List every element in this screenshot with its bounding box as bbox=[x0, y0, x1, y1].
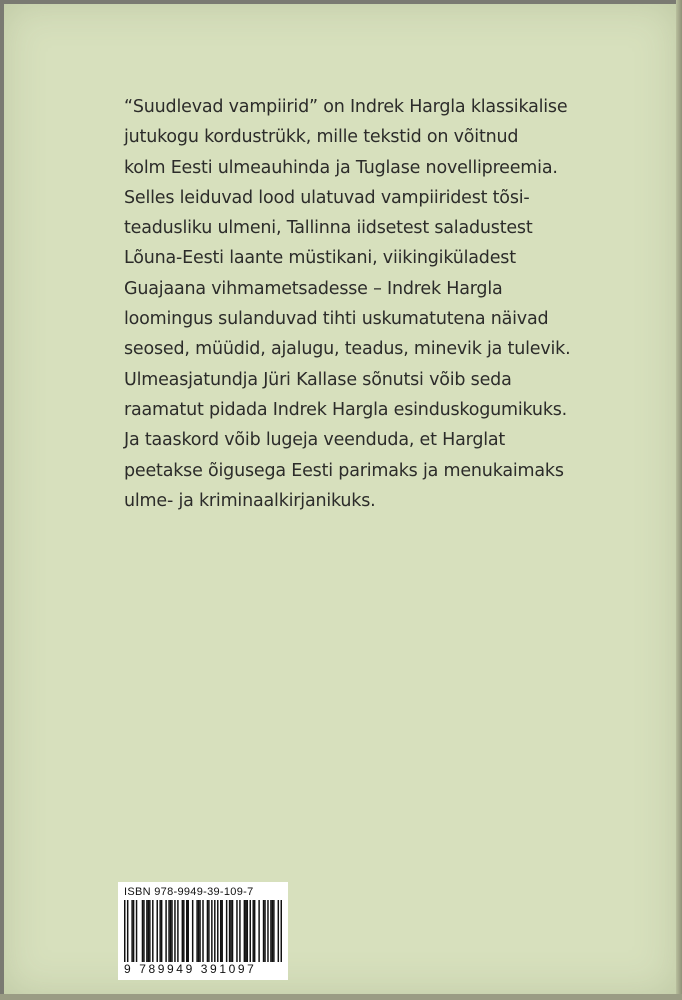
barcode-bar bbox=[196, 900, 197, 962]
barcode-bar bbox=[229, 900, 230, 962]
barcode-bar bbox=[148, 900, 149, 962]
barcode-bar bbox=[226, 900, 227, 962]
barcode-bar bbox=[168, 900, 169, 962]
blurb-line: teadusliku ulmeni, Tallinna iidsetest saladustest bbox=[124, 218, 533, 239]
blurb-text bbox=[124, 92, 644, 516]
blurb-line: kolm Eesti ulmeauhinda ja Tuglase novellipreemia. bbox=[124, 157, 558, 178]
barcode-bar bbox=[170, 900, 171, 962]
barcode-bar bbox=[124, 900, 125, 962]
blurb-line: Ulmeasjatundja Jüri Kallase sõnutsi võib seda bbox=[124, 369, 512, 390]
blurb-line: loomingus sulanduvad tihti uskumatutena näivad bbox=[124, 309, 549, 330]
barcode-digits: 9 789949 391097 bbox=[124, 962, 257, 976]
barcode-bar bbox=[270, 900, 271, 962]
blurb-line: jutukogu kordustrükk, mille tekstid on võitnud bbox=[124, 127, 519, 148]
barcode-bar bbox=[239, 900, 240, 962]
barcode-bar bbox=[177, 900, 178, 962]
barcode-bar bbox=[278, 900, 279, 962]
barcode-bar bbox=[245, 900, 246, 962]
page-edge-right bbox=[676, 0, 682, 1000]
barcode-bar bbox=[152, 900, 153, 962]
blurb-line: ulme- ja kriminaalkirjanikuks. bbox=[124, 490, 376, 511]
barcode-bar bbox=[236, 900, 237, 962]
barcode-bar bbox=[264, 900, 265, 962]
barcode-bar bbox=[202, 900, 203, 962]
barcode-bar bbox=[214, 900, 215, 962]
blurb-line: peetakse õigusega Eesti parimaks ja menukaimaks bbox=[124, 460, 564, 481]
isbn-label: ISBN 978-9949-39-109-7 bbox=[124, 886, 254, 898]
barcode-bar bbox=[263, 900, 264, 962]
barcode-bar bbox=[273, 900, 274, 962]
blurb-line: Guajaana vihmametsadesse – Indrek Hargla bbox=[124, 278, 503, 299]
barcode-bar bbox=[133, 900, 134, 962]
barcode-bar bbox=[131, 900, 132, 962]
barcode-bars bbox=[124, 900, 282, 962]
barcode-bar bbox=[281, 900, 282, 962]
barcode-bar bbox=[165, 900, 166, 962]
barcode-bar bbox=[188, 900, 189, 962]
barcode-bar bbox=[171, 900, 172, 962]
barcode-bar bbox=[143, 900, 144, 962]
blurb-line: “Suudlevad vampiirid” on Indrek Hargla klassikalise bbox=[124, 97, 568, 117]
page-edge-bottom bbox=[0, 994, 682, 1000]
barcode-bar bbox=[149, 900, 150, 962]
barcode-bar bbox=[186, 900, 187, 962]
barcode-bar bbox=[254, 900, 255, 962]
barcode-bar bbox=[192, 900, 193, 962]
barcode-bar bbox=[161, 900, 162, 962]
barcode-bar bbox=[220, 900, 221, 962]
isbn-barcode bbox=[118, 882, 288, 980]
barcode-bar bbox=[230, 900, 231, 962]
barcode-bar bbox=[159, 900, 160, 962]
barcode-bar bbox=[272, 900, 273, 962]
blurb-line: raamatut pidada Indrek Hargla esinduskogumikuks. bbox=[124, 399, 568, 420]
barcode-bar bbox=[217, 900, 218, 962]
barcode-bar bbox=[221, 900, 222, 962]
barcode-bar bbox=[127, 900, 128, 962]
barcode-bar bbox=[232, 900, 233, 962]
barcode-bar bbox=[267, 900, 268, 962]
blurb-line: Selles leiduvad lood ulatuvad vampiiridest tõsi- bbox=[124, 187, 530, 208]
barcode-bar bbox=[244, 900, 245, 962]
barcode-bar bbox=[142, 900, 143, 962]
barcode-bar bbox=[252, 900, 253, 962]
blurb-line: seosed, müüdid, ajalugu, teadus, minevik ja tulevik. bbox=[124, 339, 571, 360]
barcode-bar bbox=[250, 900, 251, 962]
barcode-bar bbox=[182, 900, 183, 962]
barcode-bar bbox=[208, 900, 209, 962]
barcode-bar bbox=[207, 900, 208, 962]
barcode-bar bbox=[156, 900, 157, 962]
back-cover bbox=[4, 4, 676, 994]
barcode-bar bbox=[198, 900, 199, 962]
barcode-bar bbox=[136, 900, 137, 962]
barcode-bar bbox=[183, 900, 184, 962]
blurb-line: Ja taaskord võib lugeja veenduda, et Harglat bbox=[124, 430, 506, 451]
barcode-bar bbox=[146, 900, 147, 962]
blurb-line: Lõuna-Eesti laante müstikani, viikingiküladest bbox=[124, 248, 516, 269]
barcode-bar bbox=[258, 900, 259, 962]
barcode-bar bbox=[247, 900, 248, 962]
barcode-bar bbox=[211, 900, 212, 962]
barcode-bar bbox=[174, 900, 175, 962]
barcode-bar bbox=[199, 900, 200, 962]
